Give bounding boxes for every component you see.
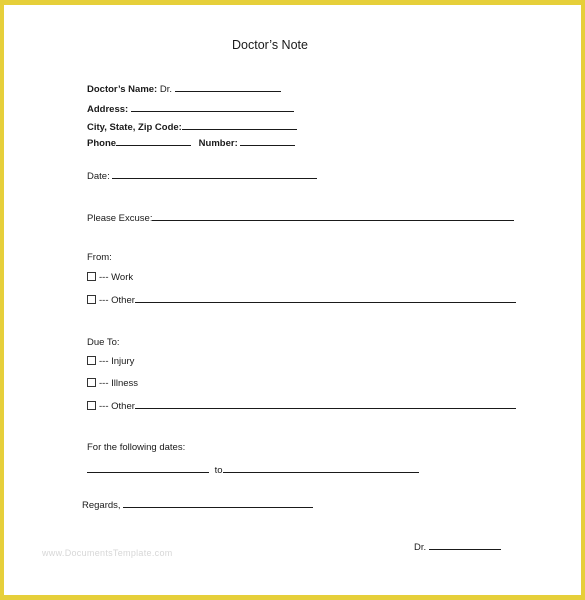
regards-row: [82, 498, 313, 512]
end-date-field[interactable]: [223, 463, 419, 473]
due-to-other-field[interactable]: [135, 399, 516, 409]
to-label: to: [214, 465, 223, 476]
signature-row: [414, 540, 501, 554]
due-to-option-label: --- Other: [99, 401, 135, 412]
date-field[interactable]: [112, 169, 317, 179]
from-other-checkbox[interactable]: [87, 295, 96, 304]
from-option-label: --- Work: [99, 272, 134, 283]
doctor-name-row: [87, 82, 281, 96]
number-field[interactable]: [240, 136, 295, 146]
please-excuse-field[interactable]: [152, 211, 514, 221]
from-heading: From:: [87, 252, 112, 263]
city-state-zip-label: City, State, Zip Code:: [87, 122, 182, 133]
from-other-field[interactable]: [135, 293, 516, 303]
date-range-row: [87, 463, 419, 477]
address-field[interactable]: [131, 102, 294, 112]
due-to-other-checkbox[interactable]: [87, 401, 96, 410]
phone-row: [87, 136, 295, 150]
due-to-option-label: --- Illness: [99, 378, 139, 389]
please-excuse-label: Please Excuse:: [87, 213, 153, 224]
document-title: Doctor’s Note: [232, 38, 308, 52]
due-to-option-other: [87, 399, 516, 413]
from-option-label: --- Other: [99, 295, 135, 306]
phone-label: Phone: [87, 138, 117, 149]
signature-prefix: Dr.: [414, 542, 427, 553]
following-dates-label: For the following dates:: [87, 442, 186, 453]
doctor-name-field[interactable]: [175, 82, 281, 92]
date-row: [87, 169, 317, 183]
phone-field[interactable]: [116, 136, 191, 146]
illness-checkbox[interactable]: [87, 378, 96, 387]
date-label: Date:: [87, 171, 110, 182]
address-label: Address:: [87, 104, 129, 115]
start-date-field[interactable]: [87, 463, 209, 473]
regards-field[interactable]: [123, 498, 313, 508]
watermark: www.DocumentsTemplate.com: [42, 548, 173, 558]
due-to-option-illness: [87, 378, 138, 390]
regards-label: Regards,: [82, 500, 121, 511]
due-to-option-label: --- Injury: [99, 356, 135, 367]
number-label: Number:: [198, 138, 238, 149]
due-to-heading: Due To:: [87, 337, 120, 348]
please-excuse-row: [87, 211, 514, 225]
signature-field[interactable]: [429, 540, 501, 550]
city-state-zip-row: [87, 120, 297, 134]
due-to-option-injury: [87, 356, 134, 368]
from-option-work: [87, 272, 133, 284]
from-option-other: [87, 293, 516, 307]
work-checkbox[interactable]: [87, 272, 96, 281]
doctor-name-label: Doctor’s Name:: [87, 84, 158, 95]
city-state-zip-field[interactable]: [182, 120, 297, 130]
address-row: [87, 102, 294, 116]
injury-checkbox[interactable]: [87, 356, 96, 365]
doctor-name-prefix: Dr.: [159, 84, 172, 95]
